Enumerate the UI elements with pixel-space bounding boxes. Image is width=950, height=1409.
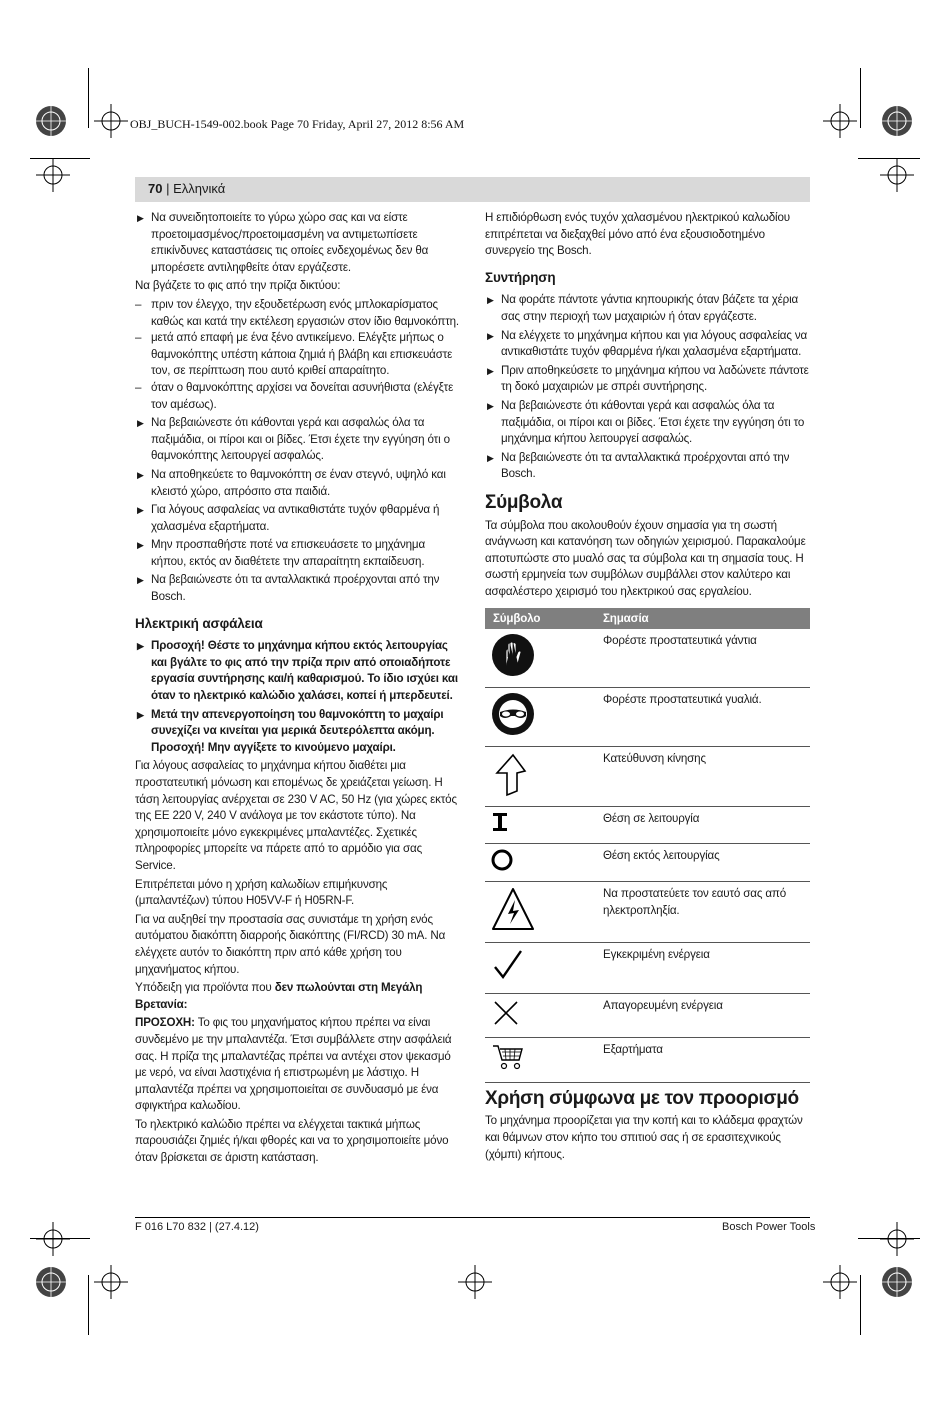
section-name: | Ελληνικά bbox=[166, 181, 226, 196]
page-number: 70 bbox=[148, 181, 163, 196]
footer-rule bbox=[135, 1217, 810, 1218]
section-heading: Χρήση σύμφωνα με τον προορισμό bbox=[485, 1087, 799, 1109]
table-row bbox=[485, 688, 810, 747]
bullet-triangle-icon: ▶ bbox=[137, 505, 144, 516]
symbol-meaning: Να προστατεύετε τον εαυτό σας από ηλεκτροπληξία. bbox=[595, 882, 810, 943]
list-item: ▶ Μην προσπαθήστε ποτέ να επισκευάσετε το μηχάνημα κήπου, εκτός αν διαθέτετε την απαραίτητη εκπαίδευση. bbox=[137, 538, 426, 568]
table-row bbox=[485, 882, 810, 943]
left-column bbox=[135, 210, 461, 1169]
symbol-meaning: Εξαρτήματα bbox=[595, 1038, 810, 1083]
print-slug: OBJ_BUCH-1549-002.book Page 70 Friday, April 27, 2012 8:56 AM bbox=[130, 117, 465, 131]
paragraph: Για λόγους ασφαλείας το μηχάνημα κήπου διαθέτει μια προστατευτική μόνωση και επομένως δε χρειάζεται γείωση. Η τάση λειτουργίας ανέρχεται σε 230 V AC, 50 Hz (για χώρες εκτός της ΕΕ 220 V, 240 V ανάλογα με τον εκάστοτε τύπο). Να χρησιμοποιείτε μόνο εγκεκριμένες μπαλαντέζες. Σχετικές πληροφορίες μπορείτε να πάρετε από το αρμόδιο για σας Service. bbox=[135, 759, 457, 872]
paragraph: Για να αυξηθεί την προστασία σας συνιστάμε τη χρήση ενός αυτόματου διακόπτη διαρροής διακόπτης (FI/RCD) 30 mA. Να ελέγχετε αυτόν το διακόπτη πριν από κάθε χρήση του μηχανήματος κήπου. bbox=[135, 912, 446, 976]
paragraph: Να βγάζετε το φις από την πρίζα δικτύου: bbox=[135, 279, 341, 293]
crop-mark bbox=[88, 1275, 89, 1335]
symbol-meaning: Θέση σε λειτουργία bbox=[595, 807, 810, 844]
crop-mark bbox=[860, 1275, 861, 1335]
crop-mark bbox=[88, 68, 89, 128]
registration-target-icon bbox=[34, 1265, 68, 1299]
registration-crosshair-icon bbox=[458, 1265, 492, 1299]
list-item: ▶ Να βεβαιώνεστε ότι τα ανταλλακτικά προέρχονται από την Bosch. bbox=[487, 450, 790, 481]
list-item: – όταν ο θαμνοκόπτης αρχίσει να δονείται ασυνήθιστα (ελέγξτε τον αμέσως). bbox=[135, 380, 454, 411]
paragraph: Η επιδιόρθωση ενός τυχόν χαλασμένου ηλεκτρικού καλωδίου επιτρέπεται να διεξαχθεί μόνο από ένα εξουσιοδοτημένο συνεργείο της Bosch. bbox=[485, 211, 790, 258]
crop-mark bbox=[860, 68, 861, 128]
gloves-icon bbox=[491, 633, 535, 677]
bullet-triangle-icon: ▶ bbox=[487, 330, 494, 341]
table-row bbox=[485, 629, 810, 687]
list-item: ▶ Να αποθηκεύετε το θαμνοκόπτη σε έναν στεγνό, υψηλό και κλειστό χώρο, απρόσιτο στα παιδιά. bbox=[137, 467, 446, 498]
list-item: ▶ Μετά την απενεργοποίηση του θαμνοκόπτη το μαχαίρι συνεχίζει να κινείται για μερικά δευτερόλεπτα ακόμη. Προσοχή! Μην αγγίξετε το κινούμενο μαχαίρι. bbox=[137, 707, 444, 754]
list-item: – πριν τον έλεγχο, την εξουδετέρωση ενός μπλοκαρίσματος καθώς και κατά την εκτέλεση εργασιών στον ίδιο θαμνοκόπτη. bbox=[135, 297, 460, 328]
bullet-triangle-icon: ▶ bbox=[137, 641, 144, 652]
list-item: ▶ Για λόγους ασφαλείας να αντικαθιστάτε τυχόν φθαρμένα ή χαλασμένα εξαρτήματα. bbox=[137, 503, 440, 533]
registration-crosshair-icon bbox=[880, 1222, 914, 1256]
bullet-triangle-icon: ▶ bbox=[137, 418, 144, 429]
registration-target-icon bbox=[880, 104, 914, 138]
direction-arrow-icon bbox=[491, 751, 535, 797]
power-on-icon bbox=[491, 811, 521, 833]
registration-crosshair-icon bbox=[823, 104, 857, 138]
symbols-table bbox=[485, 608, 810, 1082]
paragraph: Τα σύμβολα που ακολουθούν έχουν σημασία για τη σωστή ανάγνωση και κατανόηση των οδηγιών χειρισμού. Παρακαλούμε αποτυπώστε στο μυαλό σας τα σύμβολα και τη σημασία τους. Η σωστή ερμηνεία των συμβόλων συμβάλλει στον καλύτερο και ασφαλέστερο χειρισμό του ηλεκτρικού σας εργαλείου. bbox=[485, 518, 806, 598]
table-row bbox=[485, 746, 810, 807]
registration-crosshair-icon bbox=[823, 1265, 857, 1299]
section-heading: Σύμβολα bbox=[485, 491, 563, 513]
list-item: ▶ Να συνειδητοποιείτε το γύρω χώρο σας και να είστε προετοιμασμένος/προετοιμασμένη να αντιμετωπίσετε επικίνδυνες καταστάσεις τις οποίες ενδεχομένως δεν θα μπορέσετε αντιληφθείτε όταν εργάζεστε. bbox=[137, 211, 429, 274]
table-row bbox=[485, 1038, 810, 1083]
paragraph: ΠΡΟΣΟΧΗ: Το φις του μηχανήματος κήπου πρέπει να είναι συνδεμένο με την μπαλαντέζα. Έτσι συμβάλλετε στην ασφάλειά σας. Η πρίζα της μπαλαντέζας πρέπει να αντέχει στον ψεκασμό με νερό, να είναι λαστιχένια ή επιστρωμένη με λάστιχο. Η μπαλαντέζα πρέπει να χρησιμοποιείται σε συνδυασμό με ένα σφιγκτήρα καλωδίου. bbox=[135, 1016, 452, 1113]
bullet-triangle-icon: ▶ bbox=[487, 365, 494, 376]
list-item: ▶ Να βεβαιώνεστε ότι κάθονται γερά και ασφαλώς όλα τα παξιμάδια, οι πίροι και οι βίδες. Έτσι έχετε την εγγύηση ότι ο θαμνοκόπτης λειτουργεί ασφαλώς. bbox=[137, 416, 450, 463]
list-item: ▶ Προσοχή! Θέστε το μηχάνημα κήπου εκτός λειτουργίας και βγάλτε το φις από την πρίζα πριν από οποιαδήποτε εργασία συντήρησης και/ή καθαρισμού. Το ίδιο ισχύει και όταν το ηλεκτρικό καλώδιο χαλάσει, κοπεί ή μπερδευτεί. bbox=[137, 639, 458, 703]
bullet-triangle-icon: ▶ bbox=[487, 400, 494, 411]
electric-shock-icon bbox=[491, 886, 535, 932]
header-band bbox=[135, 177, 810, 202]
table-row bbox=[485, 843, 810, 882]
table-row bbox=[485, 993, 810, 1038]
symbol-meaning: Φορέστε προστατευτικά γάντια bbox=[595, 629, 810, 687]
bullet-triangle-icon: ▶ bbox=[137, 213, 144, 223]
list-item: ▶ Να βεβαιώνεστε ότι τα ανταλλακτικά προέρχονται από την Bosch. bbox=[137, 573, 440, 604]
symbol-meaning: Θέση εκτός λειτουργίας bbox=[595, 843, 810, 882]
registration-crosshair-icon bbox=[880, 158, 914, 192]
symbol-meaning: Κατεύθυνση κίνησης bbox=[595, 746, 810, 807]
footer-doc-number: F 016 L70 832 | (27.4.12) bbox=[135, 1221, 259, 1233]
paragraph: Υπόδειξη για προϊόντα που δεν πωλούνται στη Μεγάλη Βρετανία: bbox=[135, 981, 423, 1011]
bullet-triangle-icon: ▶ bbox=[137, 575, 144, 586]
section-heading: Συντήρηση bbox=[485, 269, 556, 285]
goggles-icon bbox=[491, 692, 535, 736]
table-row bbox=[485, 943, 810, 994]
list-item: ▶ Να βεβαιώνεστε ότι κάθονται γερά και ασφαλώς όλα τα παξιμάδια, οι πίροι και οι βίδες. Έτσι έχετε την εγγύηση ότι το μηχάνημα κήπου λειτουργεί ασφαλώς. bbox=[487, 398, 805, 446]
registration-target-icon bbox=[880, 1265, 914, 1299]
bullet-triangle-icon: ▶ bbox=[137, 540, 144, 551]
symbol-meaning: Απαγορευμένη ενέργεια bbox=[595, 993, 810, 1038]
list-item: ▶ Να φοράτε πάντοτε γάντια κηπουρικής όταν βάζετε τα χέρια σας στην περιοχή των μαχαιριών ή όταν εργάζεστε. bbox=[487, 293, 799, 323]
power-off-icon bbox=[491, 848, 521, 872]
right-column bbox=[485, 210, 811, 1165]
bullet-triangle-icon: ▶ bbox=[137, 709, 144, 720]
symbol-meaning: Φορέστε προστατευτικά γυαλιά. bbox=[595, 688, 810, 747]
registration-crosshair-icon bbox=[94, 1265, 128, 1299]
column-header-symbol: Σύμβολο bbox=[485, 608, 595, 629]
column-header-meaning: Σημασία bbox=[595, 608, 810, 629]
cross-icon bbox=[491, 998, 531, 1028]
table-row bbox=[485, 807, 810, 844]
bullet-triangle-icon: ▶ bbox=[137, 469, 144, 480]
check-icon bbox=[491, 947, 531, 983]
list-item: ▶ Να ελέγχετε το μηχάνημα κήπου και για λόγους ασφαλείας να αντικαθιστάτε τυχόν φθαρμένα ή/και χαλασμένα εξαρτήματα. bbox=[487, 328, 808, 359]
cart-icon bbox=[491, 1042, 531, 1072]
paragraph: Το μηχάνημα προορίζεται για την κοπή και το κλάδεμα φραχτών και θάμνων στον κήπο του σπιτιού σας ή σε ερασιτεχνικούς (χόμπι) κήπους. bbox=[485, 1114, 803, 1161]
bullet-triangle-icon: ▶ bbox=[487, 295, 494, 306]
paragraph: Το ηλεκτρικό καλώδιο πρέπει να ελέγχεται τακτικά μήπως παρουσιάζει ζημιές ή/και φθορές και να το χρησιμοποιείτε μόνο όταν βρίσκεται σε άριστη κατάσταση. bbox=[135, 1117, 449, 1165]
registration-crosshair-icon bbox=[36, 158, 70, 192]
footer-brand: Bosch Power Tools bbox=[722, 1221, 816, 1233]
list-item: ▶ Πριν αποθηκεύσετε το μηχάνημα κήπου να λαδώνετε πάντοτε τη δοκό μαχαιριών με σπρέι συντήρησης. bbox=[487, 363, 809, 394]
bullet-triangle-icon: ▶ bbox=[487, 452, 494, 463]
registration-target-icon bbox=[34, 104, 68, 138]
list-item: – μετά από επαφή με ένα ξένο αντικείμενο. Ελέγξτε μήπως ο θαμνοκόπτης υπέστη κάποια ζημιά ή βλάβη και επισκευάστε τον, σε περίπτωση που αυτό κριθεί απαραίτητο. bbox=[135, 331, 453, 378]
symbol-meaning: Εγκεκριμένη ενέργεια bbox=[595, 943, 810, 994]
registration-crosshair-icon bbox=[94, 104, 128, 138]
table-header-row bbox=[485, 608, 810, 629]
page-header bbox=[148, 181, 225, 196]
paragraph: Επιτρέπεται μόνο η χρήση καλωδίων επιμήκυνσης (μπαλαντέζων) τύπου H05VV-F ή H05RN-F. bbox=[135, 877, 388, 908]
registration-crosshair-icon bbox=[36, 1222, 70, 1256]
section-heading: Ηλεκτρική ασφάλεια bbox=[135, 615, 263, 631]
